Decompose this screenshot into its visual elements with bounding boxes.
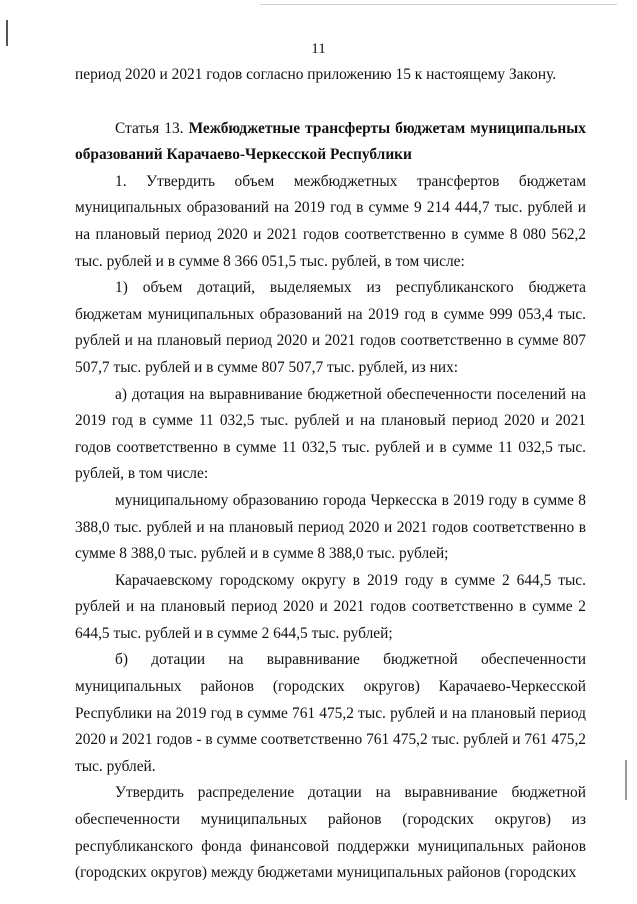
- paragraph-continuation: период 2020 и 2021 годов согласно приложению 15 к настоящему Закону.: [75, 66, 557, 83]
- article-number: Статья 13.: [115, 119, 189, 137]
- paragraph-item-1: 1. Утвердить объем межбюджетных трансфертов бюджетам муниципальных образований на 2019 год в сумме 9 214 444,7 тыс. рублей и на плановый период 2020 и 2021 годов соответственно в сумме 8 080 562,2 тыс. рублей и в сумме 8 366 051,5 тыс. рублей, в том числе:: [75, 172, 586, 270]
- scan-artifact-right: [625, 760, 627, 800]
- paragraph-distribution: Утвердить распределение дотации на выравнивание бюджетной обеспеченности муниципальных районов (городских округов) из республиканского фонда финансовой поддержки муниципальных районов (городских округов) между бюджетами муниципальных районов (городских: [75, 784, 586, 882]
- document-body: [75, 62, 586, 887]
- paragraph-subitem-a: а) дотация на выравнивание бюджетной обеспеченности поселений на 2019 год в сумме 11 032,5 тыс. рублей и на плановый период 2020 и 2021 годов соответственно в сумме 11 032,5 тыс. рублей и в сумме 11 032,5 тыс. рублей, в том числе:: [75, 385, 586, 483]
- page-number: 11: [311, 41, 326, 57]
- scan-artifact-top: [260, 4, 617, 5]
- paragraph-karachaevsk: Карачаевскому городскому округу в 2019 году в сумме 2 644,5 тыс. рублей и на плановый период 2020 и 2021 годов соответственно в сумме 2 644,5 тыс. рублей и в сумме 2 644,5 тыс. рублей;: [75, 571, 586, 642]
- paragraph-subitem-b: б) дотации на выравнивание бюджетной обеспеченности муниципальных районов (городских округов) Карачаево-Черкесской Республики на 2019 год в сумме 761 475,2 тыс. рублей и на плановый период 2020 и 2021 годов - в сумме соответственно 761 475,2 тыс. рублей и 761 475,2 тыс. рублей.: [75, 651, 586, 775]
- article-title: Межбюджетные трансферты бюджетам муниципальных образований Карачаево-Черкесской Республики: [75, 119, 586, 164]
- paragraph-cherkessk: муниципальному образованию города Черкесска в 2019 году в сумме 8 388,0 тыс. рублей и на плановый период 2020 и 2021 годов соответственно в сумме 8 388,0 тыс. рублей и в сумме 8 388,0 тыс. рублей;: [75, 491, 586, 563]
- paragraph-subitem-1: 1) объем дотаций, выделяемых из республиканского бюджета бюджетам муниципальных образований на 2019 год в сумме 999 053,4 тыс. рублей и на плановый период 2020 и 2021 годов соответственно в сумме 807 507,7 тыс. рублей и в сумме 807 507,7 тыс. рублей, из них:: [75, 279, 586, 376]
- article-heading: [75, 116, 586, 169]
